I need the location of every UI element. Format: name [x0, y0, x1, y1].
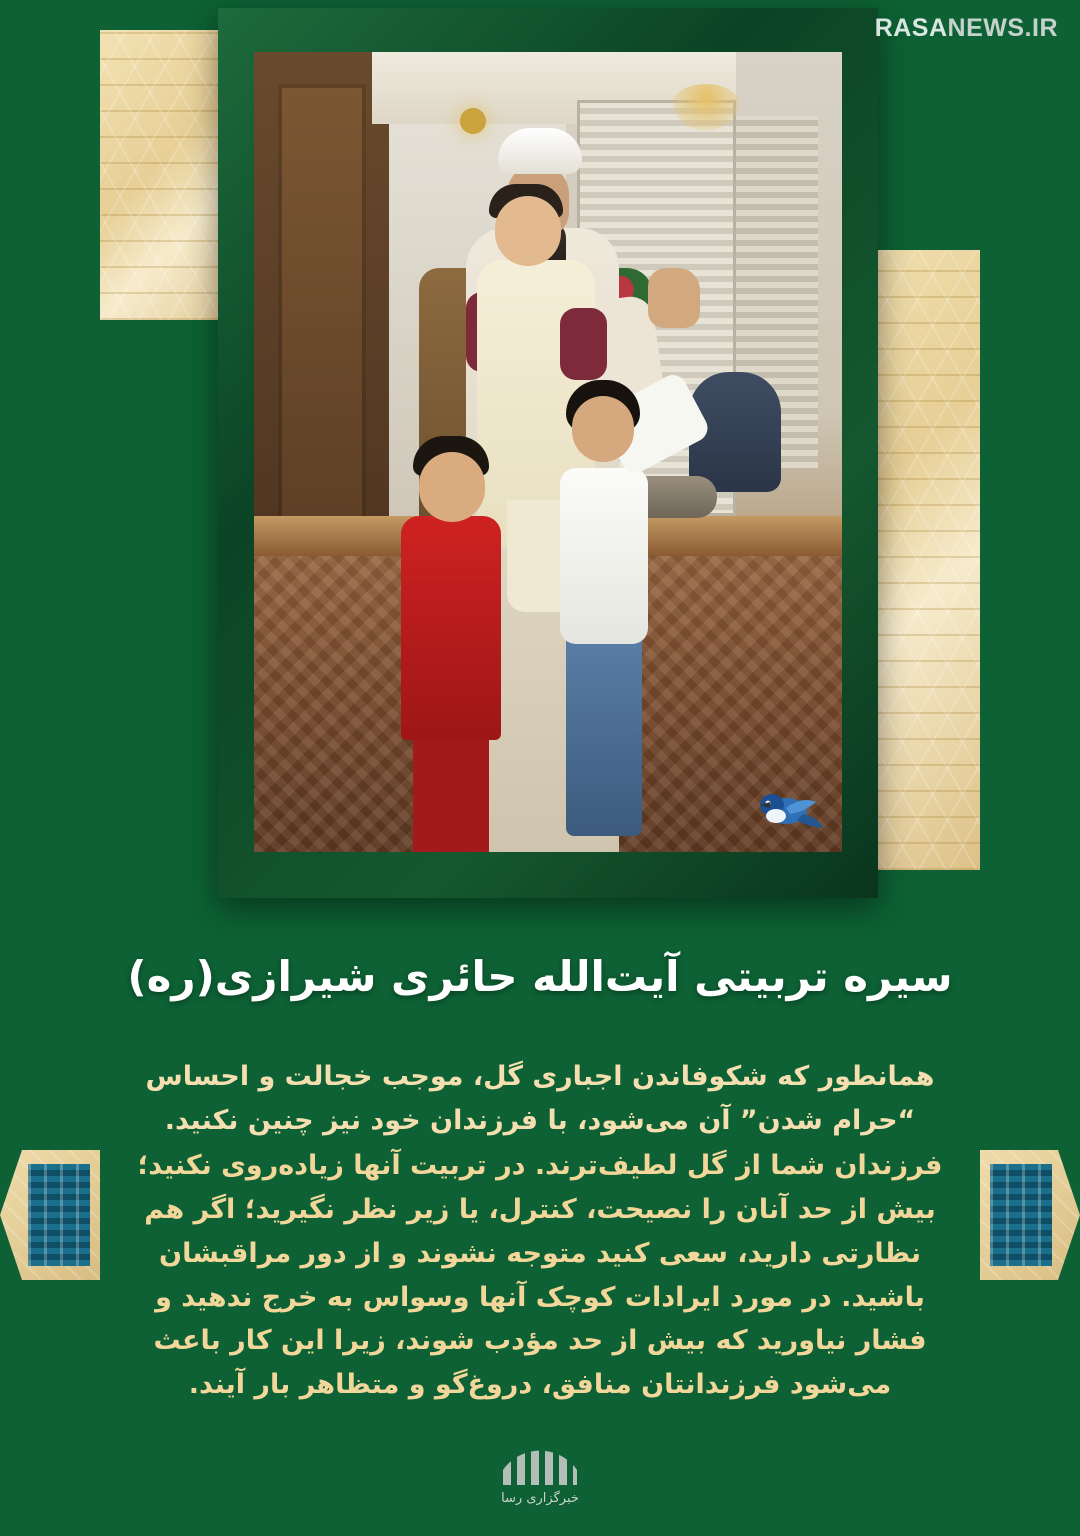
photo-child-white-shirt	[560, 468, 648, 644]
photo-child-white-head	[572, 396, 634, 462]
site-watermark	[875, 14, 1058, 43]
main-photo	[254, 52, 842, 852]
photo-frame-inner	[254, 52, 842, 852]
photo-baby-head	[495, 196, 561, 266]
photo-frame	[218, 8, 878, 898]
ornament-left	[0, 1150, 100, 1280]
footer-logo-caption: خبرگزاری رسا	[501, 1491, 579, 1506]
watermark-brand: RASA	[874, 14, 948, 42]
photo-child-red-head	[419, 452, 485, 522]
photo-child-red-pants	[413, 724, 489, 852]
photo-child-jeans	[566, 628, 642, 836]
bird-icon	[746, 778, 824, 838]
ornament-right-core	[990, 1164, 1052, 1266]
page-title: سیره تربیتی آیت‌الله حائری شیرازی(ره)	[127, 952, 953, 1001]
photo-baby-sleeve-left	[560, 308, 607, 380]
rasa-logo-icon	[503, 1431, 577, 1485]
photo-chandelier	[671, 84, 741, 130]
photo-cleric-turban	[498, 128, 582, 174]
watermark-suffix: NEWS.IR	[947, 14, 1058, 42]
photo-child-raised-hand	[648, 268, 700, 328]
footer-logo	[0, 1431, 1080, 1506]
photo-lamp	[460, 108, 486, 134]
photo-child-red-jacket	[401, 516, 501, 740]
ornament-left-core	[28, 1164, 90, 1266]
paragraph-1: همانطور که شکوفاندن اجباری گل، موجب خجالت و احساس “حرام شدن” آن می‌شود، با فرزندان خود نیز چنین نکنید.	[145, 1061, 935, 1136]
article-body	[135, 1055, 945, 1407]
ornament-right	[980, 1150, 1080, 1280]
paragraph-2: فرزندان شما از گل لطیف‌ترند. در تربیت آنها زیاده‌روی نکنید؛ بیش از حد آنان را نصیحت، کنترل، یا زیر نظر نگیرید؛ اگر هم نظارتی دارید، سعی کنید متوجه نشوند و از دور مراقبشان باشید. در مورد ایرادات کوچک آنها وسواس به خرج ندهید و فشار نیاورید که بیش از حد مؤدب شوند، زیرا این کار باعث می‌شود فرزندانتان منافق، دروغ‌گو و متظاهر بار آیند.	[137, 1150, 943, 1401]
